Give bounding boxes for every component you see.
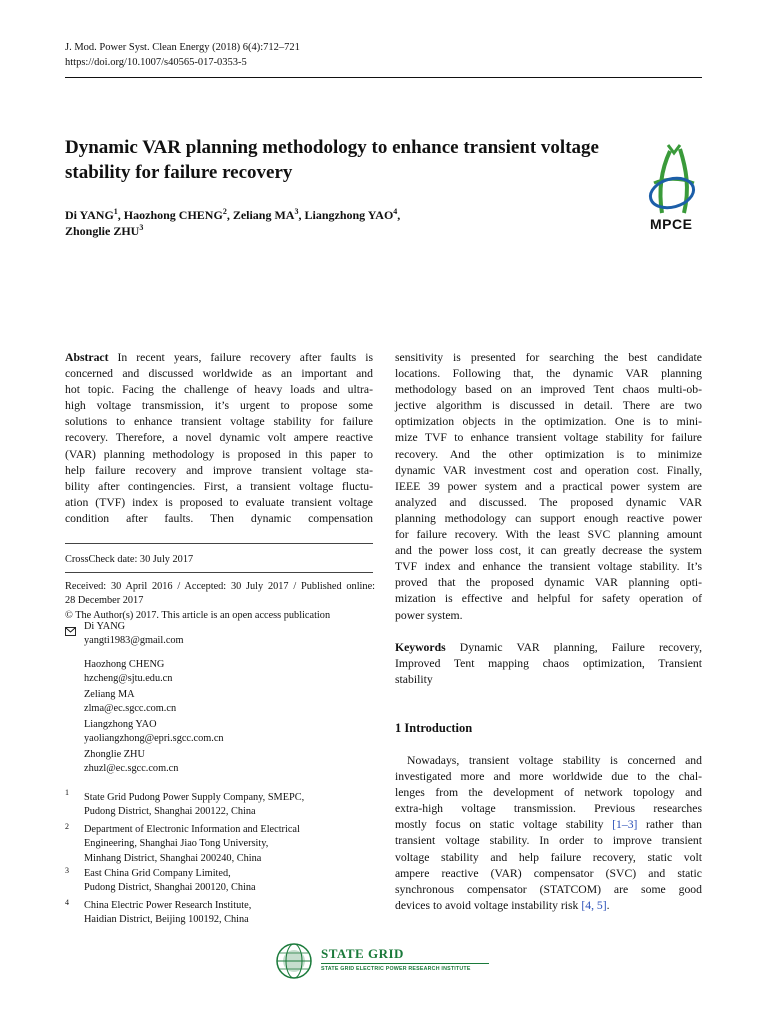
contact-email[interactable]: hzcheng@sjtu.edu.cn — [84, 673, 173, 685]
affiliation-number: 2 — [65, 822, 69, 831]
paper-title-line2: stability for failure recovery — [65, 162, 293, 183]
affiliation-4: China Electric Power Research Institute, Haidian District, Beijing 100192, China — [84, 900, 252, 926]
contact-email[interactable]: zlma@ec.sgcc.com.cn — [84, 703, 177, 715]
author-name: Zhonglie ZHU — [65, 224, 140, 238]
contact-email[interactable]: yaoliangzhong@epri.sgcc.com.cn — [84, 733, 224, 745]
doi-link[interactable]: https://doi.org/10.1007/s40565-017-0353-5 — [65, 57, 247, 68]
contact-item: Zeliang MA zlma@ec.sgcc.com.cn — [84, 688, 224, 718]
contact-item: Liangzhong YAO yaoliangzhong@epri.sgcc.com.cn — [84, 718, 224, 748]
author-line1: Di YANG$^1$, Haozhong CHENG$^2$, Zeliang $MA^3$, Liangzhong YAO$^4$, — [65, 207, 401, 222]
contact-list — [84, 620, 224, 777]
author-name: Haozhong CHENG — [123, 208, 223, 222]
section-heading-introduction: 1 Introduction — [395, 721, 473, 735]
footnote-rule-2 — [65, 572, 373, 573]
abstract-right: sensitivity is presented for searching the best candidate locations. Following that, the dynamic VAR planning methodology based on an improved Tent chaos multi-ob- jective algorithm is discussed in detail. There are two optimization objects in the optimization. One is to mini- mize TVF to enhance transient voltage stability for failure recovery. And the other optimization is to minimize dynamic VAR investment cost and operation cost. Finally, IEEE 39 power system and a practical power system are analyzed and discussed. The proposed dynamic VAR planning methodology can support enough reactive power for failure recovery. With the least SVC planning amount and the power loss cost, it can greatly decrease the system TVF index and enhance the transient voltage stability. It’s proved that the proposed dynamic VAR planning opti- mization is effective and helpful for safety operation of power system. — [395, 351, 702, 622]
author-name: Di YANG — [65, 208, 114, 222]
footer-logo-rule — [321, 963, 489, 964]
contact-item: Zhonglie ZHU zhuzl@ec.sgcc.com.cn — [84, 748, 224, 777]
introduction-text: Nowadays, transient voltage stability is concerned and investigated more and more worldwide due to the chal- lenges from the development of network topology and extra-high voltage transmission. Previous researches mostly focus on static voltage stability [1–3] rather than transient voltage stability. In order to improve transient voltage stability and help failure recovery, static volt ampere reactive (VAR) compensator (SVC) and static synchronous compensator (STATCOM) are some good devices to avoid voltage instability risk [4, 5]. — [395, 754, 702, 912]
mpce-logo-text: MPCE — [650, 216, 693, 232]
affiliation-2: Department of Electronic Information and Electrical Engineering, Shanghai Jiao Tong University, Minhang District, Shanghai 200240, China — [84, 824, 300, 864]
keywords-block: Keywords Dynamic VAR planning, Failure recovery, Improved Tent mapping chaos optimization, Transient stability — [395, 641, 703, 687]
affiliation-3: East China Grid Company Limited, Pudong District, Shanghai 200120, China — [84, 868, 256, 894]
author-name: Zeliang MA — [232, 208, 295, 222]
footnote-rule — [65, 543, 373, 544]
contact-email[interactable]: yangti1983@gmail.com — [84, 635, 184, 647]
keywords-label: Keywords — [395, 641, 446, 654]
affiliation-number: 3 — [65, 866, 69, 875]
crosscheck-date: CrossCheck date: 30 July 2017 — [65, 554, 194, 565]
affiliation-1: State Grid Pudong Power Supply Company, SMEPC, Pudong District, Shanghai 200122, China — [84, 792, 305, 818]
paper-title-line1: Dynamic VAR planning methodology to enhance transient voltage — [65, 137, 599, 158]
received-block: Received: 30 April 2016 / Accepted: 30 July 2017 / Published online: 28 December 2017 © The Author(s) 2017. This article is an open access publication — [65, 581, 375, 621]
state-grid-globe-icon — [274, 941, 314, 986]
header-rule — [65, 77, 702, 78]
abstract-left: Abstract In recent years, failure recovery after faults is concerned and discussed worldwide as an important and hot topic. Facing the challenge of heavy loads and ultra- high voltage transmission, it’s urgent to propose some solutions to enhance transient voltage stability for failure recovery. Therefore, a novel dynamic volt ampere reactive (VAR) planning methodology is proposed in this paper to help failure recovery and improve transient voltage sta- bility after contingencies. First, a transient voltage fluctu- ation (TVF) index is proposed to evaluate transient voltage condition after faults. Then dynamic compensation — [65, 351, 374, 525]
author-line2: Zhonglie ZHU$^3$ — [65, 223, 144, 238]
citation-link[interactable]: [1–3] — [612, 818, 638, 832]
envelope-icon — [65, 623, 76, 641]
author-name: Liangzhong YAO — [304, 208, 394, 222]
contact-item: Haozhong CHENG hzcheng@sjtu.edu.cn — [84, 658, 224, 688]
affiliation-number: 4 — [65, 898, 69, 907]
citation-link[interactable]: [4, 5] — [581, 898, 607, 912]
contact-item: Di YANG yangti1983@gmail.com — [84, 620, 224, 658]
contact-email[interactable]: zhuzl@ec.sgcc.com.cn — [84, 763, 179, 775]
state-grid-name: STATE GRID — [321, 946, 404, 961]
abstract-label: Abstract — [65, 351, 109, 364]
state-grid-subtitle: STATE GRID ELECTRIC POWER RESEARCH INSTITUTE — [321, 966, 471, 972]
journal-citation: J. Mod. Power Syst. Clean Energy (2018) 6(4):712–721 — [65, 42, 300, 53]
affiliation-number: 1 — [65, 788, 69, 797]
